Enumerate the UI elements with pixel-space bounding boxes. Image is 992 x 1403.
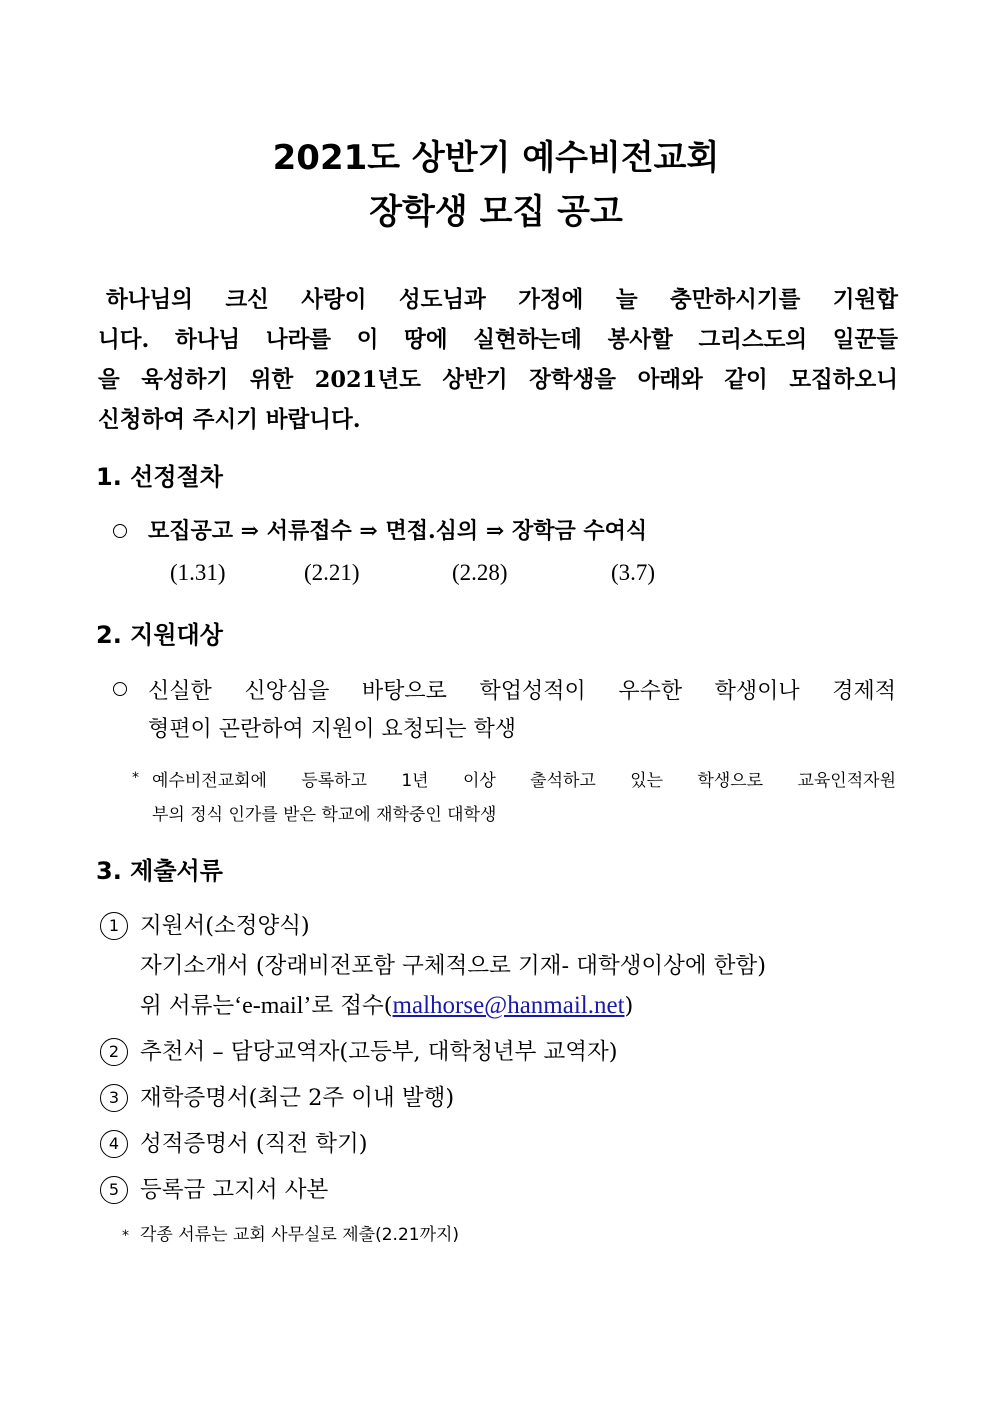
- circled-number: 1: [100, 912, 128, 940]
- document-item-text: 재학증명서(최근 2주 이내 발행): [140, 1085, 455, 1111]
- process-date: (2.28): [452, 560, 508, 585]
- document-item-subtext: [140, 990, 633, 1022]
- intro-line: 신청하여 주시기 바랍니다.: [98, 407, 361, 433]
- section-heading-eligibility: 2. 지원대상: [96, 621, 223, 649]
- process-date: (3.7): [611, 560, 656, 585]
- intro-paragraph: [98, 280, 898, 440]
- submit-text: 위 서류는: [140, 993, 235, 1019]
- document-item-text: 등록금 고지서 사본: [140, 1177, 329, 1203]
- eligibility-line: 형편이 곤란하여 지원이 요청되는 학생: [148, 717, 517, 742]
- note-line: 부의 정식 인가를 받은 학교에 재학중인 대학생: [152, 805, 497, 825]
- footnote: 각종 서류는 교회 사무실로 제출(2.21까지): [140, 1225, 460, 1245]
- circled-number: 5: [100, 1176, 128, 1204]
- page-subtitle: 장학생 모집 공고: [369, 192, 623, 232]
- note-line: 예수비전교회에 등록하고 1년 이상 출석하고 있는 학생으로 교육인적자원: [152, 771, 896, 791]
- document-item-text: 추천서 – 담당교역자(고등부, 대학청년부 교역자): [140, 1039, 618, 1065]
- document-item-subtext: 자기소개서 (장래비전포함 구체적으로 기재- 대학생이상에 한함): [140, 953, 767, 979]
- circled-number: 4: [100, 1130, 128, 1158]
- section-heading-documents: 3. 제출서류: [96, 857, 223, 885]
- process-steps: 모집공고 ⇒ 서류접수 ⇒ 면접.심의 ⇒ 장학금 수여식: [148, 518, 648, 544]
- bullet-circle-icon: [113, 682, 127, 696]
- submit-text: 로 접수(: [311, 993, 393, 1019]
- circled-number: 3: [100, 1084, 128, 1112]
- section-heading-selection-process: 1. 선정절차: [96, 463, 223, 491]
- intro-line: 니다. 하나님 나라를 이 땅에 실현하는데 봉사할 그리스도의 일꾼들: [98, 327, 898, 353]
- document-item-text: 지원서(소정양식): [140, 913, 310, 939]
- page-title: 2021도 상반기 예수비전교회: [272, 138, 720, 178]
- asterisk-marker: *: [132, 770, 139, 786]
- submit-text: ): [624, 993, 634, 1019]
- email-link[interactable]: malhorse@hanmail.net: [392, 992, 625, 1019]
- process-date: (2.21): [304, 560, 360, 585]
- eligibility-text: [148, 673, 896, 749]
- intro-line: 하나님의 크신 사랑이 성도님과 가정에 늘 충만하시기를 기원합: [106, 287, 898, 313]
- process-date: (1.31): [170, 560, 226, 585]
- eligibility-note: [152, 764, 896, 832]
- document-item-text: 성적증명서 (직전 학기): [140, 1131, 368, 1157]
- email-word: ‘e-mail’: [234, 993, 312, 1019]
- circled-number: 2: [100, 1038, 128, 1066]
- bullet-circle-icon: [113, 524, 127, 538]
- asterisk-marker: *: [122, 1228, 129, 1244]
- eligibility-line: 신실한 신앙심을 바탕으로 학업성적이 우수한 학생이나 경제적: [148, 679, 896, 704]
- intro-line: 을 육성하기 위한 2021년도 상반기 장학생을 아래와 같이 모집하오니: [98, 367, 898, 393]
